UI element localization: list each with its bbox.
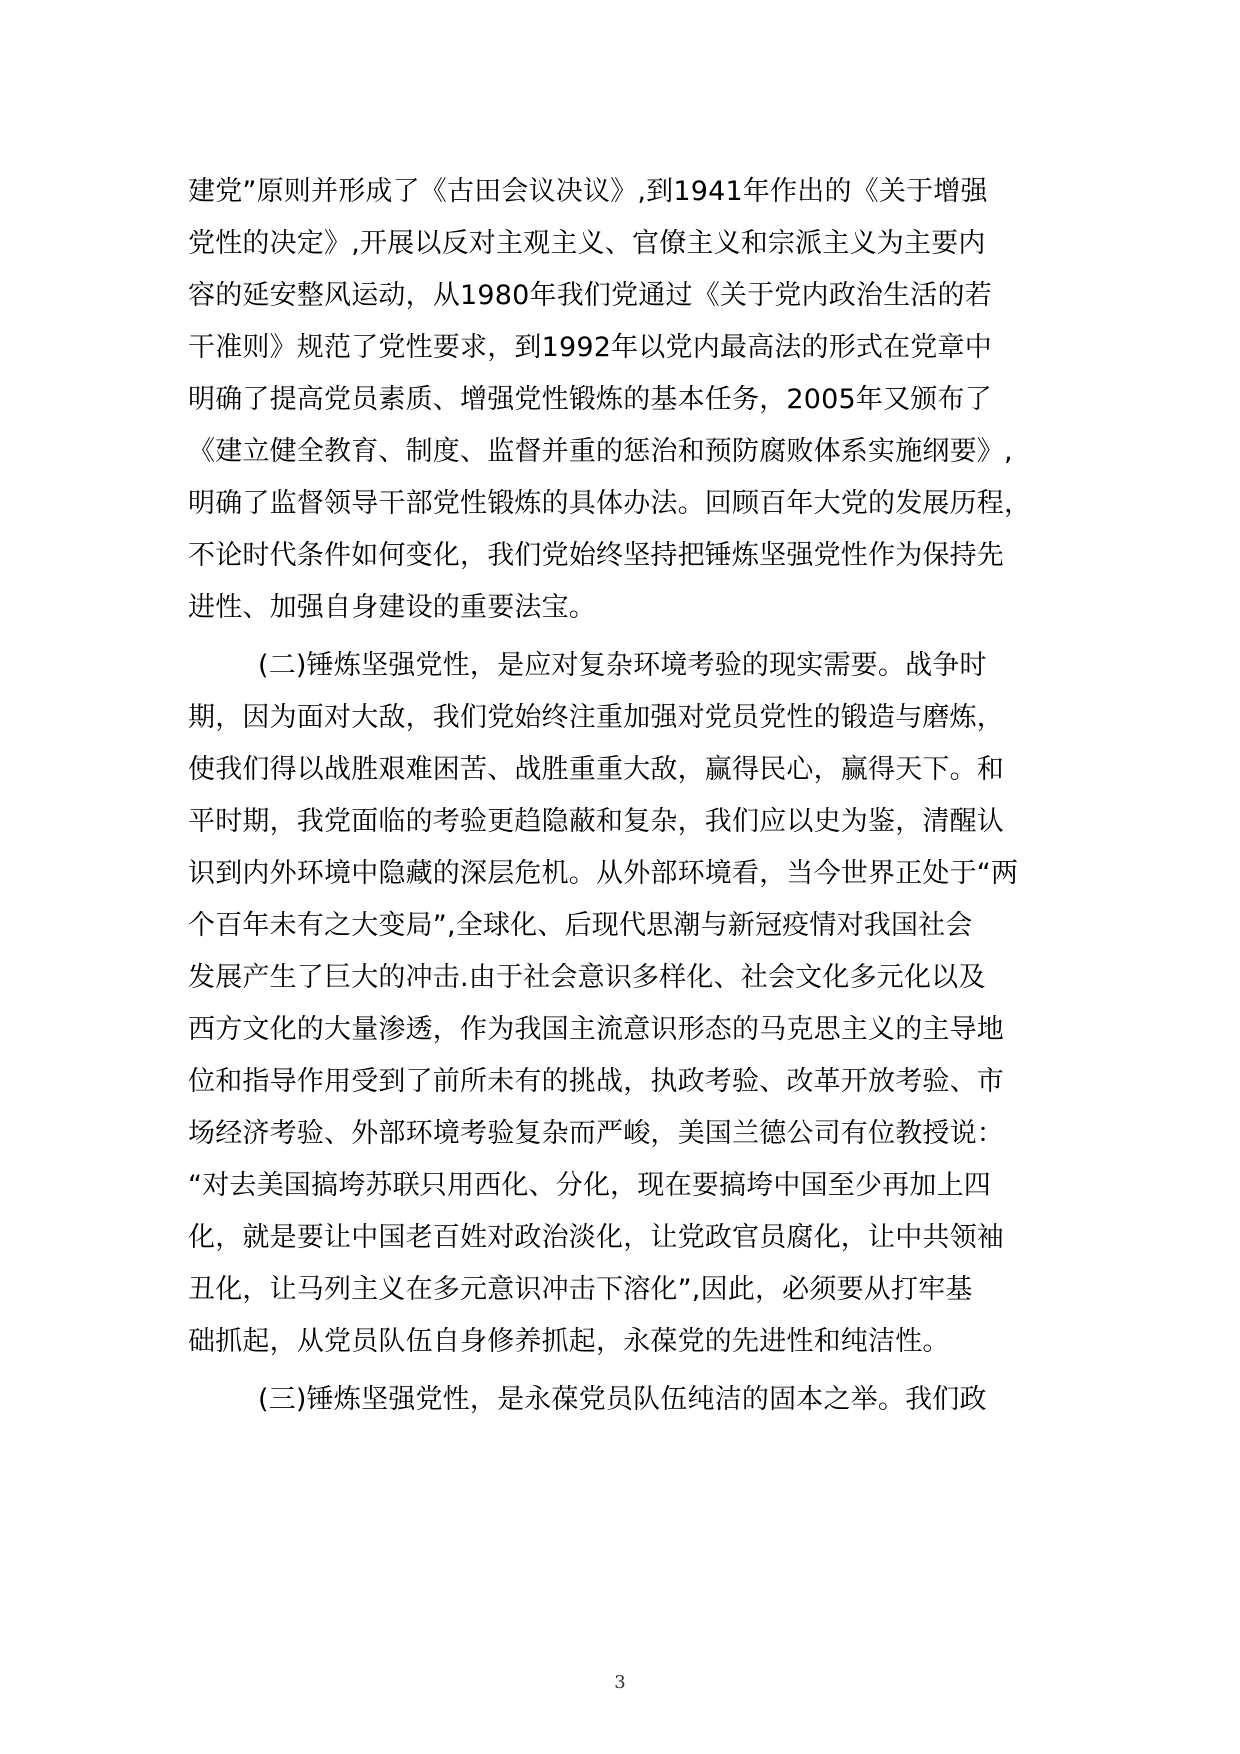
text-line: 明确了监督领导干部党性锻炼的具体办法。回顾百年大党的发展历程， [188, 488, 1032, 519]
text-line: 干准则》规范了党性要求，到1992年以党内最高法的形式在党章中 [188, 332, 992, 363]
paragraph-1 [188, 166, 1068, 634]
page-number: 3 [614, 1672, 626, 1693]
text-line: (二)锤炼坚强党性，是应对复杂环境考验的现实需要。战争时 [258, 650, 987, 681]
text-line: “对去美国搞垮苏联只用西化、分化，现在要搞垮中国至少再加上四 [188, 1170, 991, 1201]
text-line: 期，因为面对大敌，我们党始终注重加强对党员党性的锻造与磨炼， [188, 702, 1004, 733]
text-line: 建党”原则并形成了《古田会议决议》,到1941年作出的《关于增强 [188, 176, 988, 207]
document-body [188, 166, 1068, 1426]
text-line: 使我们得以战胜艰难困苦、战胜重重大敌，赢得民心，赢得天下。和 [188, 754, 1004, 785]
text-line: 化，就是要让中国老百姓对政治淡化，让党政官员腐化，让中共领袖 [188, 1222, 1004, 1253]
text-line: 识到内外环境中隐藏的深层危机。从外部环境看，当今世界正处于“两 [188, 858, 1019, 889]
text-line: 场经济考验、外部环境考验复杂而严峻，美国兰德公司有位教授说： [188, 1118, 1004, 1149]
text-line: 不论时代条件如何变化，我们党始终坚持把锤炼坚强党性作为保持先 [188, 540, 1004, 571]
text-line: 位和指导作用受到了前所未有的挑战，执政考验、改革开放考验、市 [188, 1066, 1004, 1097]
paragraph-2 [188, 640, 1068, 1368]
text-line: 础抓起，从党员队伍自身修养抓起，永葆党的先进性和纯洁性。 [188, 1326, 950, 1357]
paragraph-3 [188, 1374, 1068, 1426]
text-line: 发展产生了巨大的冲击.由于社会意识多样化、社会文化多元化以及 [188, 962, 986, 993]
text-line: 容的延安整风运动，从1980年我们党通过《关于党内政治生活的若 [188, 280, 992, 311]
text-line: 丑化，让马列主义在多元意识冲击下溶化”,因此，必须要从打牢基 [188, 1274, 973, 1305]
text-line: 明确了提高党员素质、增强党性锻炼的基本任务，2005年又颁布了 [188, 384, 992, 415]
text-line: 进性、加强自身建设的重要法宝。 [188, 592, 596, 623]
text-line: 西方文化的大量渗透，作为我国主流意识形态的马克思主义的主导地 [188, 1014, 1004, 1045]
text-line: 平时期，我党面临的考验更趋隐蔽和复杂，我们应以史为鉴，清醒认 [188, 806, 1004, 837]
text-line: 个百年未有之大变局”,全球化、后现代思潮与新冠疫情对我国社会 [188, 910, 973, 941]
text-line: 《建立健全教育、制度、监督并重的惩治和预防腐败体系实施纲要》, [188, 436, 1013, 467]
text-line: 党性的决定》,开展以反对主观主义、官僚主义和宗派主义为主要内 [188, 228, 986, 259]
text-line: (三)锤炼坚强党性，是永葆党员队伍纯洁的固本之举。我们政 [258, 1384, 987, 1415]
